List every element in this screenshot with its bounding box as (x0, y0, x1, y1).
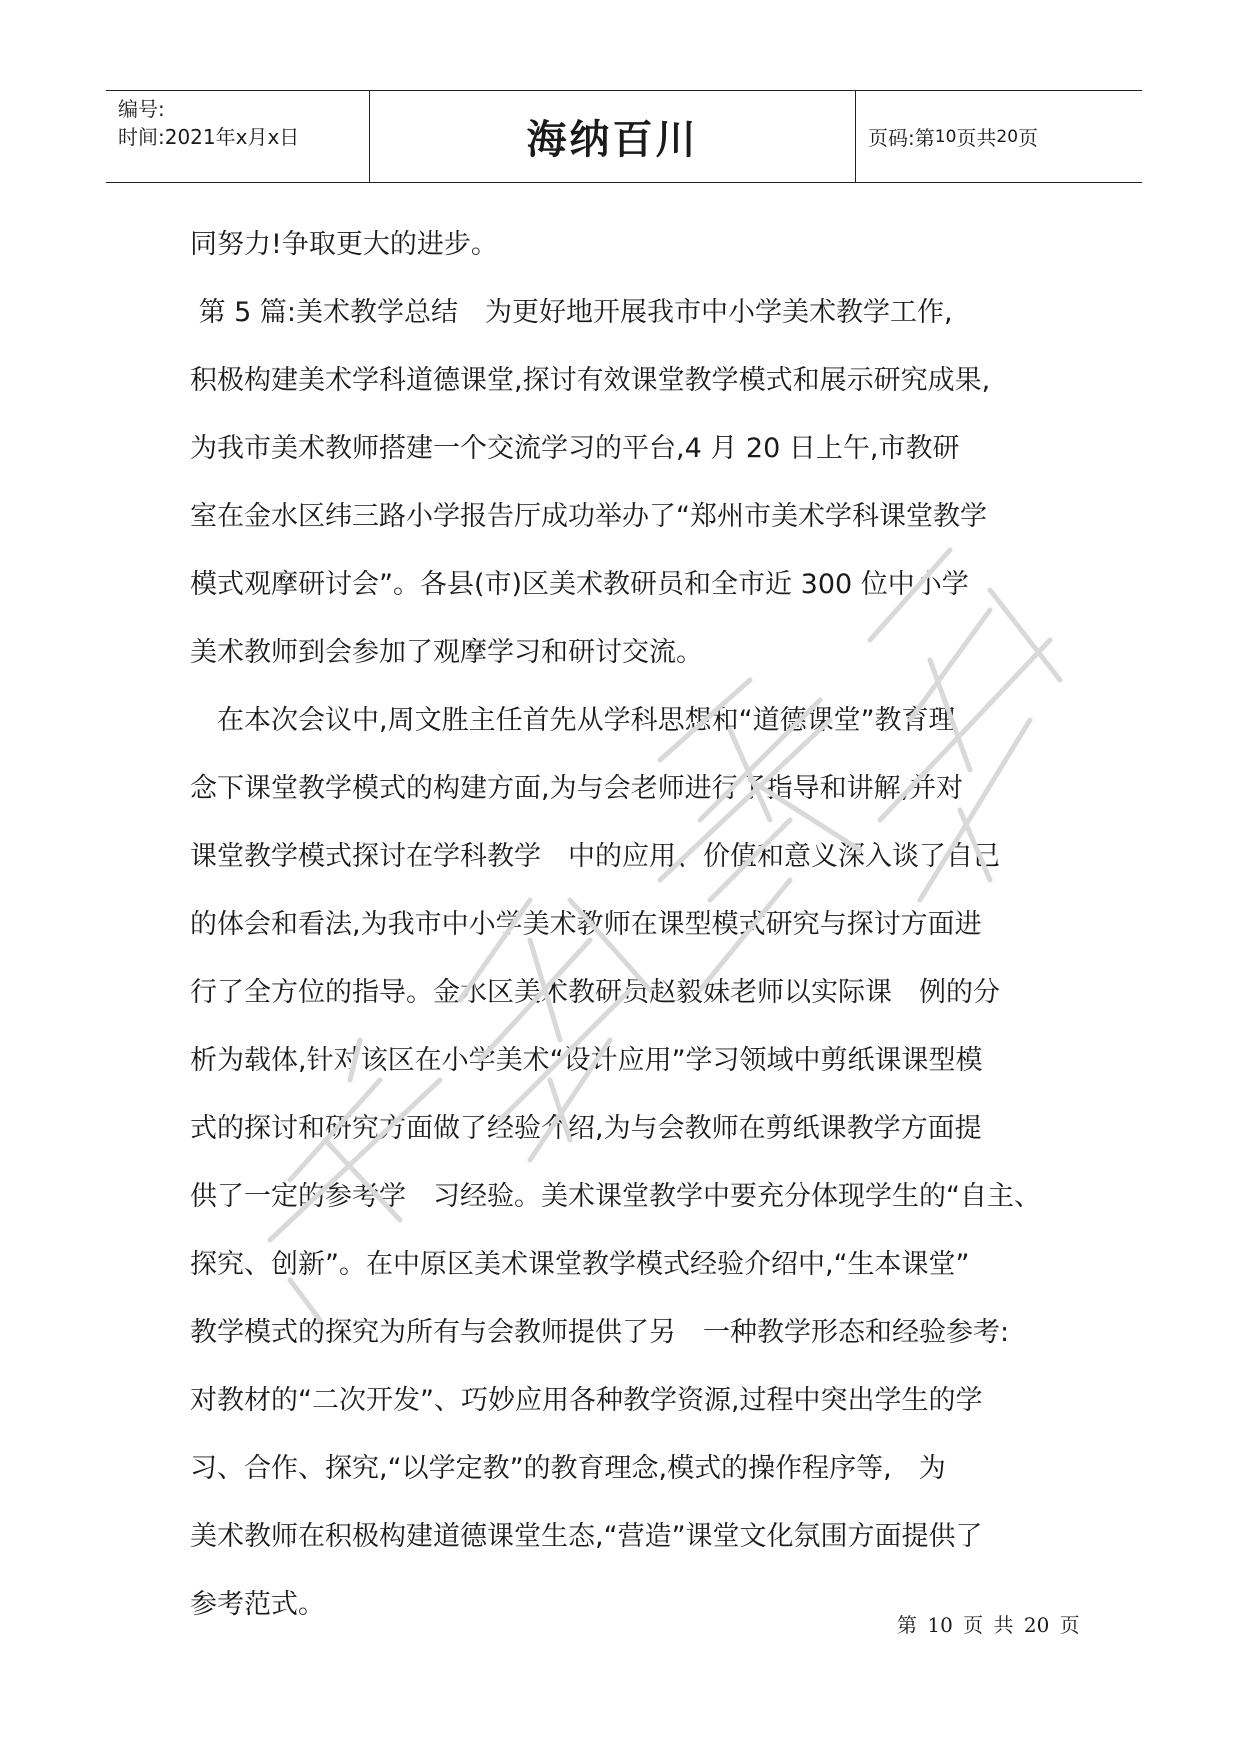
header-title-cell (370, 91, 856, 182)
body-line: 析为载体,针对该区在小学美术“设计应用”学习领域中剪纸课课型模 (190, 1045, 983, 1076)
body-line: 模式观摩研讨会”。各县(市)区美术教研员和全市近 300 位中小学 (190, 569, 969, 600)
document-header (106, 90, 1142, 183)
page-footer: 第 10 页 共 20 页 (897, 1613, 1080, 1637)
page-prefix: 页码:第 (868, 126, 935, 150)
number-label: 编号: (118, 97, 165, 121)
body-line: 的体会和看法,为我市中小学美术教师在课型模式研究与探讨方面进 (190, 909, 982, 940)
header-meta (106, 91, 370, 182)
body-line: 探究、创新”。在中原区美术课堂教学模式经验介绍中,“生本课堂” (190, 1249, 970, 1280)
body-line: 式的探讨和研究方面做了经验介绍,为与会教师在剪纸课教学方面提 (190, 1113, 982, 1144)
body-line: 习、合作、探究,“以学定教”的教育理念,模式的操作程序等, 为 (190, 1453, 946, 1484)
body-line: 对教材的“二次开发”、巧妙应用各种教学资源,过程中突出学生的学 (190, 1385, 983, 1416)
page-current: 10 (934, 126, 957, 147)
body-line: 教学模式的探究为所有与会教师提供了另 一种教学形态和经验参考: (190, 1317, 1010, 1348)
page-suffix: 页 (1018, 126, 1039, 150)
document-body (190, 211, 1070, 1639)
body-line: 美术教师在积极构建道德课堂生态,“营造”课堂文化氛围方面提供了 (190, 1521, 983, 1552)
body-line: 供了一定的参考学 习经验。美术课堂教学中要充分体现学生的“自主、 (190, 1181, 1041, 1212)
body-line: 在本次会议中,周文胜主任首先从学科思想和“道德课堂”教育理 (190, 705, 956, 736)
body-line: 积极构建美术学科道德课堂,探讨有效课堂教学模式和展示研究成果, (190, 365, 991, 396)
body-line: 美术教师到会参加了观摩学习和研讨交流。 (190, 637, 703, 668)
body-line: 参考范式。 (190, 1589, 325, 1620)
body-line: 同努力!争取更大的进步。 (190, 229, 498, 260)
body-line: 念下课堂教学模式的构建方面,为与会老师进行了指导和讲解,并对 (190, 773, 964, 804)
body-line: 第 5 篇:美术教学总结 为更好地开展我市中小学美术教学工作, (190, 297, 953, 328)
body-line: 为我市美术教师搭建一个交流学习的平台,4 月 20 日上午,市教研 (190, 433, 960, 464)
page-total: 20 (996, 126, 1019, 147)
body-line: 室在金水区纬三路小学报告厅成功举办了“郑州市美术学科课堂教学 (190, 501, 987, 532)
header-page-info (856, 91, 1142, 182)
page-mid: 页共 (956, 126, 997, 150)
body-line: 行了全方位的指导。金水区美术教研员赵毅妹老师以实际课 例的分 (190, 977, 1000, 1008)
body-line: 课堂教学模式探讨在学科教学 中的应用、价值和意义深入谈了自己 (190, 841, 1000, 872)
header-title: 海纳百川 (526, 117, 699, 163)
time-label: 时间:2021年x月x日 (118, 125, 300, 149)
